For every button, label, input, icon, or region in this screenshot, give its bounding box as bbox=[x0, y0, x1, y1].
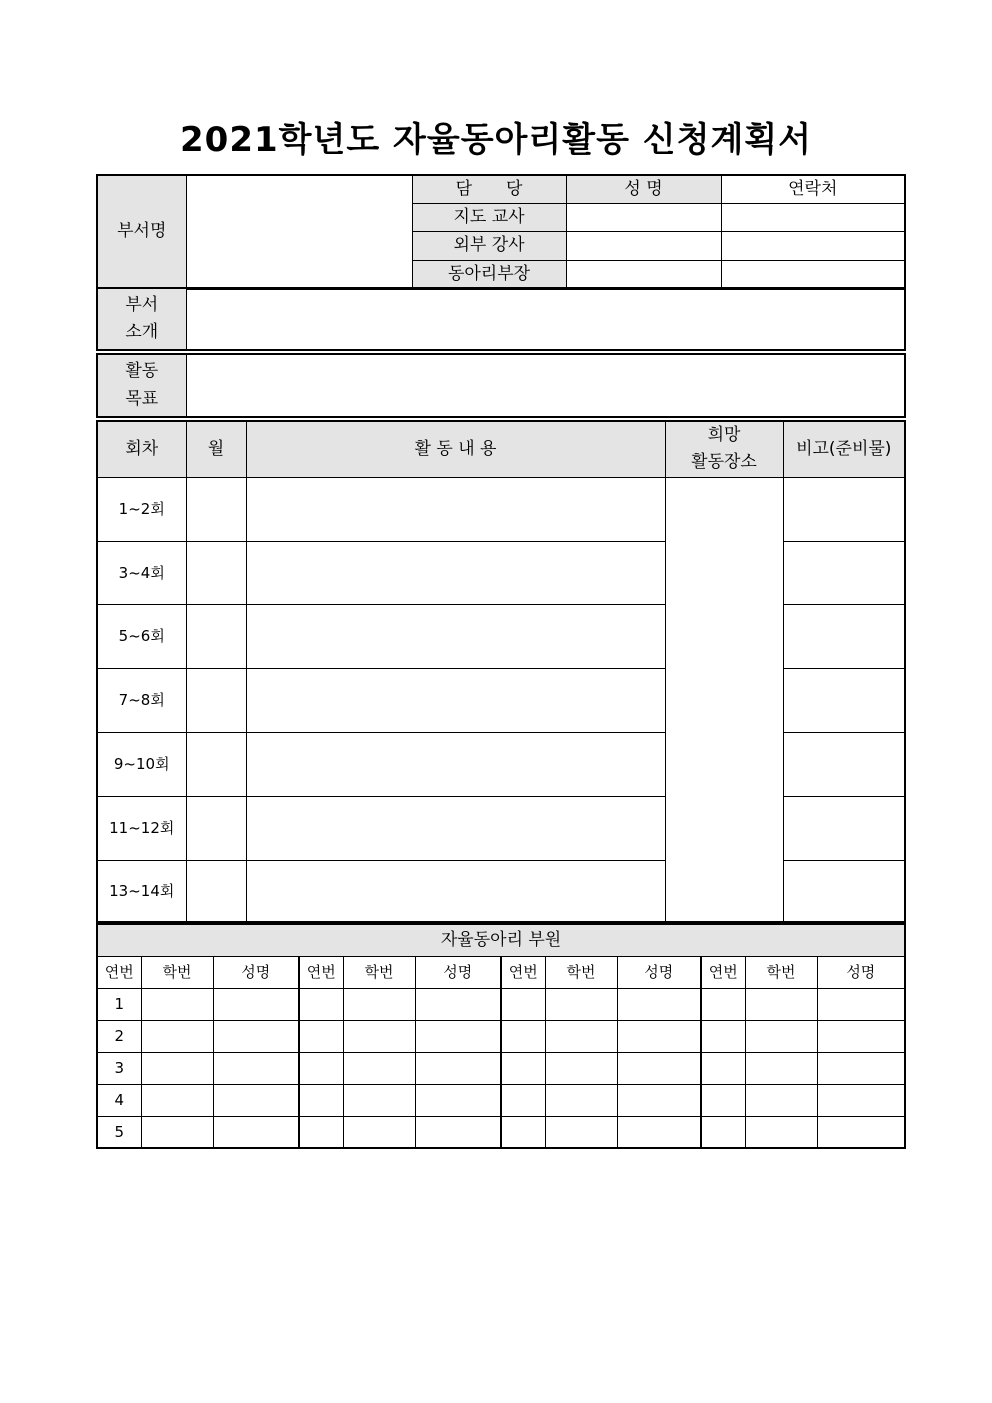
member-no-field[interactable] bbox=[299, 1020, 343, 1052]
member-name-field[interactable] bbox=[617, 1084, 701, 1116]
member-no-header: 연번 bbox=[501, 956, 545, 988]
note-header: 비고(준비물) bbox=[783, 421, 905, 477]
leader-contact-field[interactable] bbox=[721, 260, 905, 289]
month-field[interactable] bbox=[186, 668, 246, 732]
place-header-line1: 희망 bbox=[707, 425, 741, 446]
staff-header: 담 당 bbox=[412, 175, 566, 204]
members-column-headers bbox=[97, 956, 905, 988]
member-name-header: 성명 bbox=[817, 956, 905, 988]
role-lecturer-label: 외부 강사 bbox=[412, 232, 566, 260]
note-field[interactable] bbox=[783, 732, 905, 796]
session-label: 3~4회 bbox=[97, 541, 186, 604]
place-field[interactable] bbox=[665, 477, 783, 922]
note-field[interactable] bbox=[783, 604, 905, 668]
member-name-field[interactable] bbox=[213, 1084, 299, 1116]
month-field[interactable] bbox=[186, 732, 246, 796]
member-id-field[interactable] bbox=[343, 1052, 415, 1084]
member-no-field[interactable] bbox=[299, 1084, 343, 1116]
member-name-field[interactable] bbox=[617, 1020, 701, 1052]
member-id-header: 학번 bbox=[141, 956, 213, 988]
content-field[interactable] bbox=[246, 860, 665, 922]
session-label: 13~14회 bbox=[97, 860, 186, 922]
name-header: 성 명 bbox=[566, 175, 721, 204]
dept-intro-label bbox=[97, 288, 186, 350]
member-no-field[interactable] bbox=[501, 1020, 545, 1052]
member-no-header: 연번 bbox=[97, 956, 141, 988]
member-no-field[interactable] bbox=[299, 1116, 343, 1148]
dept-name-field[interactable] bbox=[186, 175, 412, 289]
member-no-field[interactable] bbox=[701, 1084, 745, 1116]
content-field[interactable] bbox=[246, 604, 665, 668]
content-field[interactable] bbox=[246, 796, 665, 860]
session-header: 회차 bbox=[97, 421, 186, 477]
activity-goal-field[interactable] bbox=[186, 354, 905, 417]
member-no-field[interactable] bbox=[701, 988, 745, 1020]
note-field[interactable] bbox=[783, 477, 905, 541]
session-label: 9~10회 bbox=[97, 732, 186, 796]
note-field[interactable] bbox=[783, 796, 905, 860]
member-no-field[interactable] bbox=[701, 1052, 745, 1084]
member-id-field[interactable] bbox=[343, 1116, 415, 1148]
dept-intro-label-line2: 소개 bbox=[125, 322, 159, 342]
member-name-field[interactable] bbox=[213, 1116, 299, 1148]
member-name-field[interactable] bbox=[817, 1084, 905, 1116]
month-field[interactable] bbox=[186, 860, 246, 922]
member-name-field[interactable] bbox=[817, 1020, 905, 1052]
month-field[interactable] bbox=[186, 477, 246, 541]
member-name-header: 성명 bbox=[415, 956, 501, 988]
role-leader-label: 동아리부장 bbox=[412, 260, 566, 289]
member-id-field[interactable] bbox=[545, 1084, 617, 1116]
dept-name-label: 부서명 bbox=[97, 175, 186, 289]
member-row bbox=[97, 1084, 905, 1116]
member-id-field[interactable] bbox=[343, 1020, 415, 1052]
member-id-field[interactable] bbox=[141, 1084, 213, 1116]
member-name-field[interactable] bbox=[213, 988, 299, 1020]
month-header: 월 bbox=[186, 421, 246, 477]
month-field[interactable] bbox=[186, 541, 246, 604]
member-id-field[interactable] bbox=[745, 988, 817, 1020]
session-label: 1~2회 bbox=[97, 477, 186, 541]
advisor-name-field[interactable] bbox=[566, 204, 721, 232]
member-name-field[interactable] bbox=[213, 1020, 299, 1052]
content-field[interactable] bbox=[246, 732, 665, 796]
activity-goal-label-line2: 목표 bbox=[125, 388, 159, 409]
member-no-field[interactable] bbox=[299, 988, 343, 1020]
member-id-header: 학번 bbox=[545, 956, 617, 988]
content-field[interactable] bbox=[246, 668, 665, 732]
activity-plan-table bbox=[96, 420, 906, 923]
member-id-field[interactable] bbox=[141, 1020, 213, 1052]
member-name-field[interactable] bbox=[415, 988, 501, 1020]
member-no-field[interactable] bbox=[501, 988, 545, 1020]
contact-header: 연락처 bbox=[721, 175, 905, 204]
member-no-field[interactable] bbox=[501, 1084, 545, 1116]
lecturer-name-field[interactable] bbox=[566, 232, 721, 260]
member-name-header: 성명 bbox=[617, 956, 701, 988]
member-id-field[interactable] bbox=[545, 1020, 617, 1052]
department-info-table bbox=[96, 174, 906, 290]
member-row-number: 3 bbox=[97, 1052, 141, 1084]
session-label: 7~8회 bbox=[97, 668, 186, 732]
member-name-field[interactable] bbox=[617, 988, 701, 1020]
note-field[interactable] bbox=[783, 860, 905, 922]
member-name-field[interactable] bbox=[617, 1116, 701, 1148]
activity-goal-label-line1: 활동 bbox=[125, 361, 159, 382]
role-advisor-label: 지도 교사 bbox=[412, 204, 566, 232]
member-id-header: 학번 bbox=[343, 956, 415, 988]
member-name-field[interactable] bbox=[415, 1084, 501, 1116]
members-header: 자율동아리 부원 bbox=[97, 924, 905, 956]
member-name-field[interactable] bbox=[817, 988, 905, 1020]
member-id-field[interactable] bbox=[745, 1052, 817, 1084]
member-id-field[interactable] bbox=[343, 1084, 415, 1116]
member-row-number: 4 bbox=[97, 1084, 141, 1116]
member-id-field[interactable] bbox=[343, 988, 415, 1020]
place-header-line2: 활동장소 bbox=[691, 452, 757, 473]
member-id-field[interactable] bbox=[745, 1116, 817, 1148]
member-name-field[interactable] bbox=[415, 1116, 501, 1148]
member-row-number: 5 bbox=[97, 1116, 141, 1148]
member-row-number: 1 bbox=[97, 988, 141, 1020]
member-id-field[interactable] bbox=[141, 988, 213, 1020]
member-id-field[interactable] bbox=[745, 1020, 817, 1052]
content-field[interactable] bbox=[246, 541, 665, 604]
member-no-header: 연번 bbox=[299, 956, 343, 988]
note-field[interactable] bbox=[783, 668, 905, 732]
member-no-field[interactable] bbox=[299, 1052, 343, 1084]
member-row bbox=[97, 1020, 905, 1052]
member-id-field[interactable] bbox=[545, 1052, 617, 1084]
member-name-field[interactable] bbox=[617, 1052, 701, 1084]
member-name-field[interactable] bbox=[817, 1052, 905, 1084]
member-name-field[interactable] bbox=[817, 1116, 905, 1148]
session-label: 11~12회 bbox=[97, 796, 186, 860]
member-name-field[interactable] bbox=[213, 1052, 299, 1084]
content-field[interactable] bbox=[246, 477, 665, 541]
activity-goal-label bbox=[97, 354, 186, 417]
member-name-field[interactable] bbox=[415, 1020, 501, 1052]
member-row-number: 2 bbox=[97, 1020, 141, 1052]
member-id-field[interactable] bbox=[545, 988, 617, 1020]
member-id-field[interactable] bbox=[141, 1116, 213, 1148]
member-no-header: 연번 bbox=[701, 956, 745, 988]
member-no-field[interactable] bbox=[701, 1020, 745, 1052]
members-table bbox=[96, 923, 906, 1149]
note-field[interactable] bbox=[783, 541, 905, 604]
member-no-field[interactable] bbox=[701, 1116, 745, 1148]
dept-intro-field[interactable] bbox=[186, 288, 905, 350]
session-label: 5~6회 bbox=[97, 604, 186, 668]
content-header: 활 동 내 용 bbox=[246, 421, 665, 477]
member-name-field[interactable] bbox=[415, 1052, 501, 1084]
member-row bbox=[97, 1116, 905, 1148]
place-header bbox=[665, 421, 783, 477]
dept-intro-table bbox=[96, 287, 906, 351]
member-id-field[interactable] bbox=[745, 1084, 817, 1116]
lecturer-contact-field[interactable] bbox=[721, 232, 905, 260]
member-no-field[interactable] bbox=[501, 1116, 545, 1148]
advisor-contact-field[interactable] bbox=[721, 204, 905, 232]
member-row bbox=[97, 1052, 905, 1084]
document-title: 2021학년도 자율동아리활동 신청계획서 bbox=[180, 120, 812, 160]
month-field[interactable] bbox=[186, 796, 246, 860]
member-name-header: 성명 bbox=[213, 956, 299, 988]
member-id-field[interactable] bbox=[141, 1052, 213, 1084]
activity-goal-table bbox=[96, 353, 906, 418]
member-id-field[interactable] bbox=[545, 1116, 617, 1148]
member-no-field[interactable] bbox=[501, 1052, 545, 1084]
month-field[interactable] bbox=[186, 604, 246, 668]
dept-intro-label-line1: 부서 bbox=[125, 294, 159, 315]
member-id-header: 학번 bbox=[745, 956, 817, 988]
member-row bbox=[97, 988, 905, 1020]
leader-name-field[interactable] bbox=[566, 260, 721, 289]
